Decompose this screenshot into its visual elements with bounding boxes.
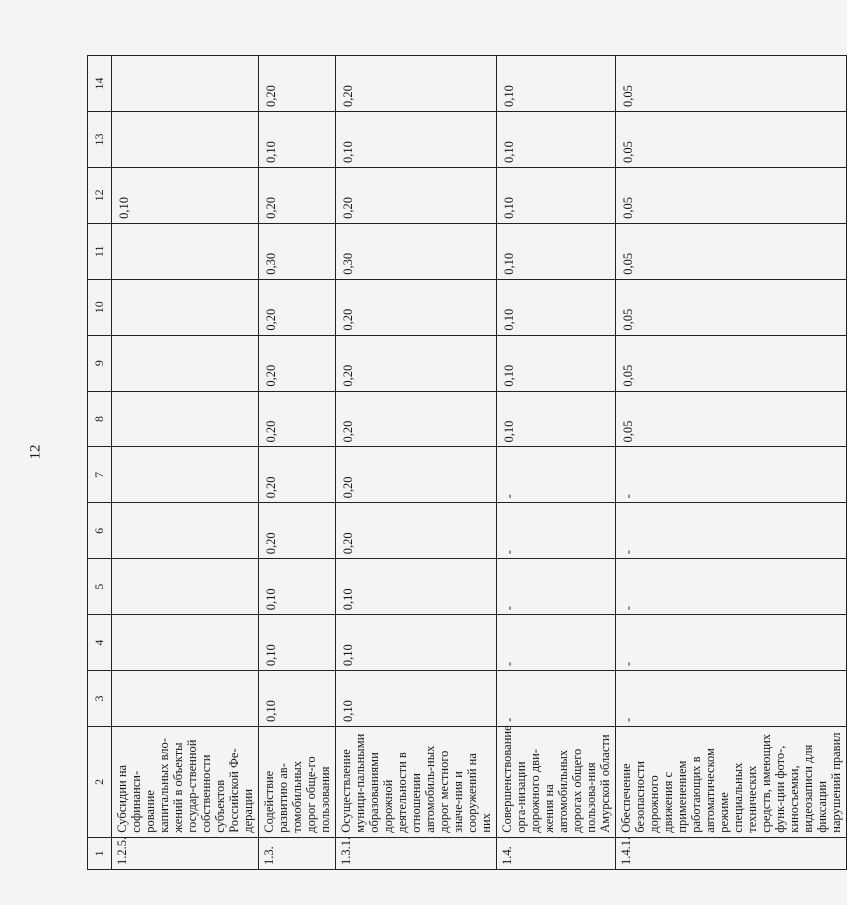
value-cell: 0,10 [336,112,497,168]
header-cell: 9 [88,335,112,391]
value-cell: 0,20 [259,167,336,223]
value-cell: 0,10 [497,167,616,223]
value-cell: 0,10 [336,671,497,727]
value-cell [112,223,259,279]
value-cell: 0,20 [336,56,497,112]
header-cell: 10 [88,279,112,335]
value-cell: 0,20 [259,391,336,447]
header-cell: 1 [88,837,112,869]
value-cell: - [616,503,847,559]
value-cell: - [616,615,847,671]
row-number: 1.2.5. [112,837,259,869]
rotated-table-frame [87,55,843,870]
value-cell: - [497,447,616,503]
value-cell: 0,20 [259,503,336,559]
value-cell [112,335,259,391]
value-cell: - [497,671,616,727]
value-cell [112,615,259,671]
value-cell: 0,10 [336,615,497,671]
value-cell: 0,20 [336,503,497,559]
header-cell: 6 [88,503,112,559]
value-cell [112,503,259,559]
header-cell: 2 [88,727,112,838]
value-cell [112,112,259,168]
table-row [259,56,336,870]
table-row [497,56,616,870]
row-name: Содействие развитию ав-томобильных дорог обще-го пользования [259,727,336,838]
value-cell: 0,20 [259,447,336,503]
row-name: Совершенствование орга-низации дорожного дви-жения на автомобильных дорогах общего пользова-ния Амурской области [497,727,616,838]
header-cell: 7 [88,447,112,503]
value-cell: 0,10 [336,559,497,615]
header-cell: 3 [88,671,112,727]
value-cell: 0,10 [259,112,336,168]
row-number: 1.3. [259,837,336,869]
value-cell: 0,05 [616,223,847,279]
value-cell: 0,10 [259,559,336,615]
header-cell: 12 [88,167,112,223]
value-cell: 0,05 [616,279,847,335]
value-cell: 0,20 [336,335,497,391]
value-cell: 0,05 [616,167,847,223]
value-cell [112,559,259,615]
value-cell: 0,10 [497,112,616,168]
table-row [336,56,497,870]
value-cell: - [497,559,616,615]
value-cell: - [497,615,616,671]
value-cell: 0,05 [616,112,847,168]
value-cell: 0,30 [259,223,336,279]
row-number: 1.4. [497,837,616,869]
row-number: 1.3.1. [336,837,497,869]
value-cell: 0,05 [616,56,847,112]
value-cell: 0,20 [259,56,336,112]
header-row [88,56,112,870]
value-cell: 0,10 [497,223,616,279]
value-cell: 0,20 [336,279,497,335]
table-container [87,55,843,870]
value-cell: 0,20 [336,391,497,447]
value-cell [112,391,259,447]
value-cell: 0,10 [112,167,259,223]
value-cell: - [616,559,847,615]
header-cell: 13 [88,112,112,168]
value-cell [112,447,259,503]
value-cell: 0,10 [497,56,616,112]
table-row [112,56,259,870]
value-cell: 0,10 [259,615,336,671]
header-cell: 11 [88,223,112,279]
page-number: 12 [27,444,44,460]
value-cell: 0,10 [497,391,616,447]
value-cell: 0,20 [259,279,336,335]
value-cell: 0,10 [497,279,616,335]
header-cell: 5 [88,559,112,615]
value-cell: 0,20 [259,335,336,391]
row-name: Обеспечение безопасности дорожного движения с применением работающих в автоматическом режиме специальных технических средств, имеющих функ-ции фото-, киносъемки, видеозаписи для фиксации нарушений правил [616,727,847,838]
indicator-table [87,55,847,870]
value-cell [112,56,259,112]
value-cell: 0,20 [336,167,497,223]
header-cell: 8 [88,391,112,447]
value-cell: 0,30 [336,223,497,279]
row-name: Осуществление муници-пальными образованиями дорожной деятельности в отношении автомобиль-ных дорог местного значе-ния и сооружений на них [336,727,497,838]
value-cell: 0,10 [259,671,336,727]
value-cell: - [616,447,847,503]
value-cell [112,671,259,727]
value-cell: - [497,503,616,559]
value-cell: - [616,671,847,727]
table-row [616,56,847,870]
row-number: 1.4.1. [616,837,847,869]
value-cell: 0,05 [616,391,847,447]
value-cell [112,279,259,335]
value-cell: 0,05 [616,335,847,391]
header-cell: 4 [88,615,112,671]
header-cell: 14 [88,56,112,112]
value-cell: 0,10 [497,335,616,391]
row-name: Субсидии на софинанси-рование капитальных вло-жений в объекты государ-ственной собственности субъектов Российской Фе-дерации [112,727,259,838]
value-cell: 0,20 [336,447,497,503]
